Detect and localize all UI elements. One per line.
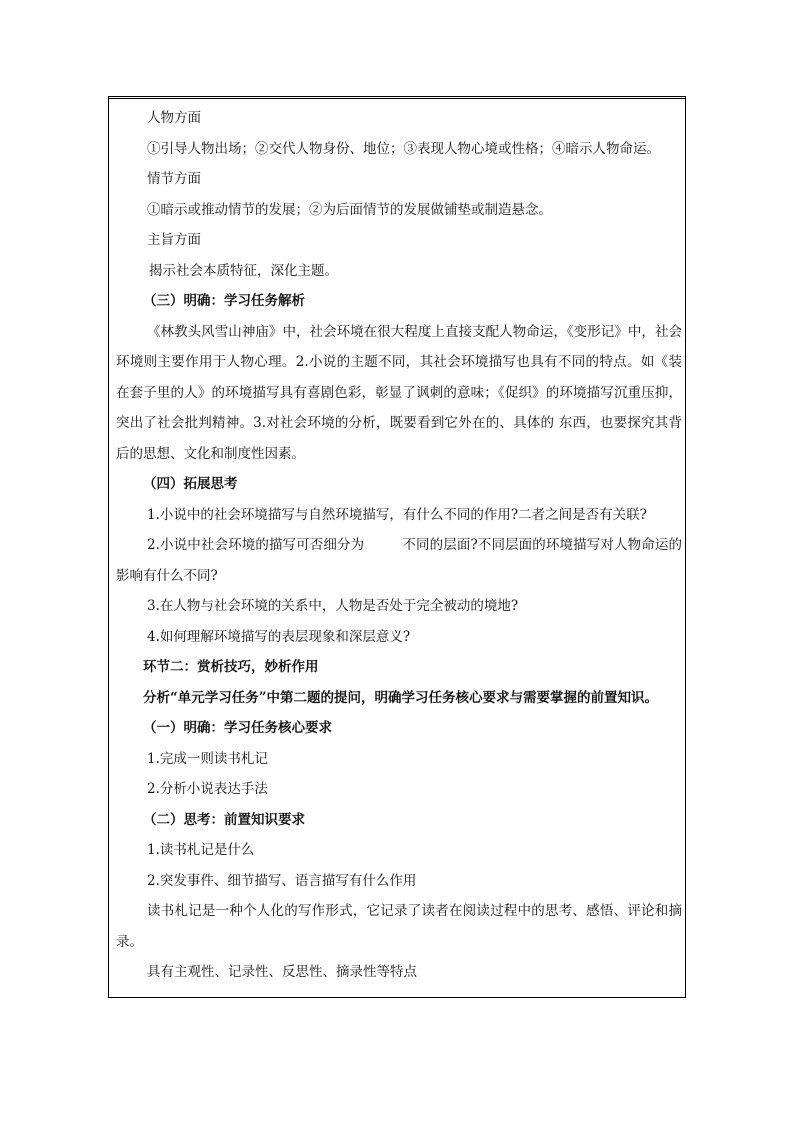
knowledge-1: 1.读书札记是什么	[147, 842, 255, 858]
heading-theme: 主旨方面	[147, 232, 201, 248]
paragraph-task-analysis: 《林教头风雪山神庙》中，社会环境在很大程度上直接支配人物命运，《变形记》中，社会环境则主要作用于人物心理。2.小说的主题不同，其社会环境描写也具有不同的特点。如《装在套子里的人》的环境描写具有喜剧色彩，彰显了讽刺的意味；《促织》的环境描写沉重压抑，突出了社会批判精神。3.对社会环境的分析，既要看到它外在的、具体的 东西，也要探究其背后的思想、文化和制度性因素。	[116, 323, 682, 462]
section-extended-thinking: （四）拓展思考	[143, 476, 238, 492]
section-core-requirements: （一）明确：学习任务核心要求	[143, 720, 332, 736]
section-prior-knowledge: （二）思考：前置知识要求	[143, 811, 305, 828]
cell-content	[116, 103, 682, 988]
paragraph-character-functions: ①引导人物出场；②交代人物身份、地位；③表现人物心境或性格；④暗示人物命运。	[147, 140, 660, 157]
section-step-two: 环节二：赏析技巧，妙析作用	[143, 659, 319, 675]
requirement-1: 1.完成一则读书札记	[147, 750, 268, 767]
paragraph-plot-functions: ①暗示或推动情节的发展；②为后面情节的发展做铺垫或制造悬念。	[147, 201, 552, 218]
question-4: 4.如何理解环境描写的表层现象和深层意义?	[147, 628, 411, 645]
paragraph-reading-notes-definition: 读书札记是一种个人化的写作形式，它记录了读者在阅读过程中的思考、感悟、评论和摘录。	[116, 903, 682, 950]
requirement-2: 2.分析小说表达手法	[147, 781, 268, 797]
question-2-part-a: 2.小说中社会环境的描写可否细分为	[147, 537, 365, 553]
question-1: 1.小说中的社会环境描写与自然环境描写，有什么不同的作用?二者之间是否有关联?	[147, 506, 647, 523]
top-divider	[109, 98, 685, 99]
heading-plot: 情节方面	[147, 171, 201, 187]
heading-characters: 人物方面	[147, 110, 201, 126]
section-task-analysis: （三）明确：学习任务解析	[143, 293, 305, 309]
question-2	[116, 530, 682, 591]
paragraph-theme-function: 揭示社会本质特征，深化主题。	[149, 262, 338, 279]
question-2-part-b: 不同的层面?不同层面的环境描写对人物命运的影响有什么不同?	[116, 537, 682, 584]
question-3: 3.在人物与社会环境的关系中，人物是否处于完全被动的境地?	[147, 598, 519, 614]
paragraph-step-two-intro: 分析“单元学习任务”中第二题的提问，明确学习任务核心要求与需要掌握的前置知识。	[143, 689, 659, 706]
document-table-cell	[108, 96, 686, 998]
knowledge-2: 2.突发事件、细节描写、语言描写有什么作用	[147, 872, 417, 889]
paragraph-reading-notes-features: 具有主观性、记录性、反思性、摘录性等特点	[147, 964, 417, 980]
